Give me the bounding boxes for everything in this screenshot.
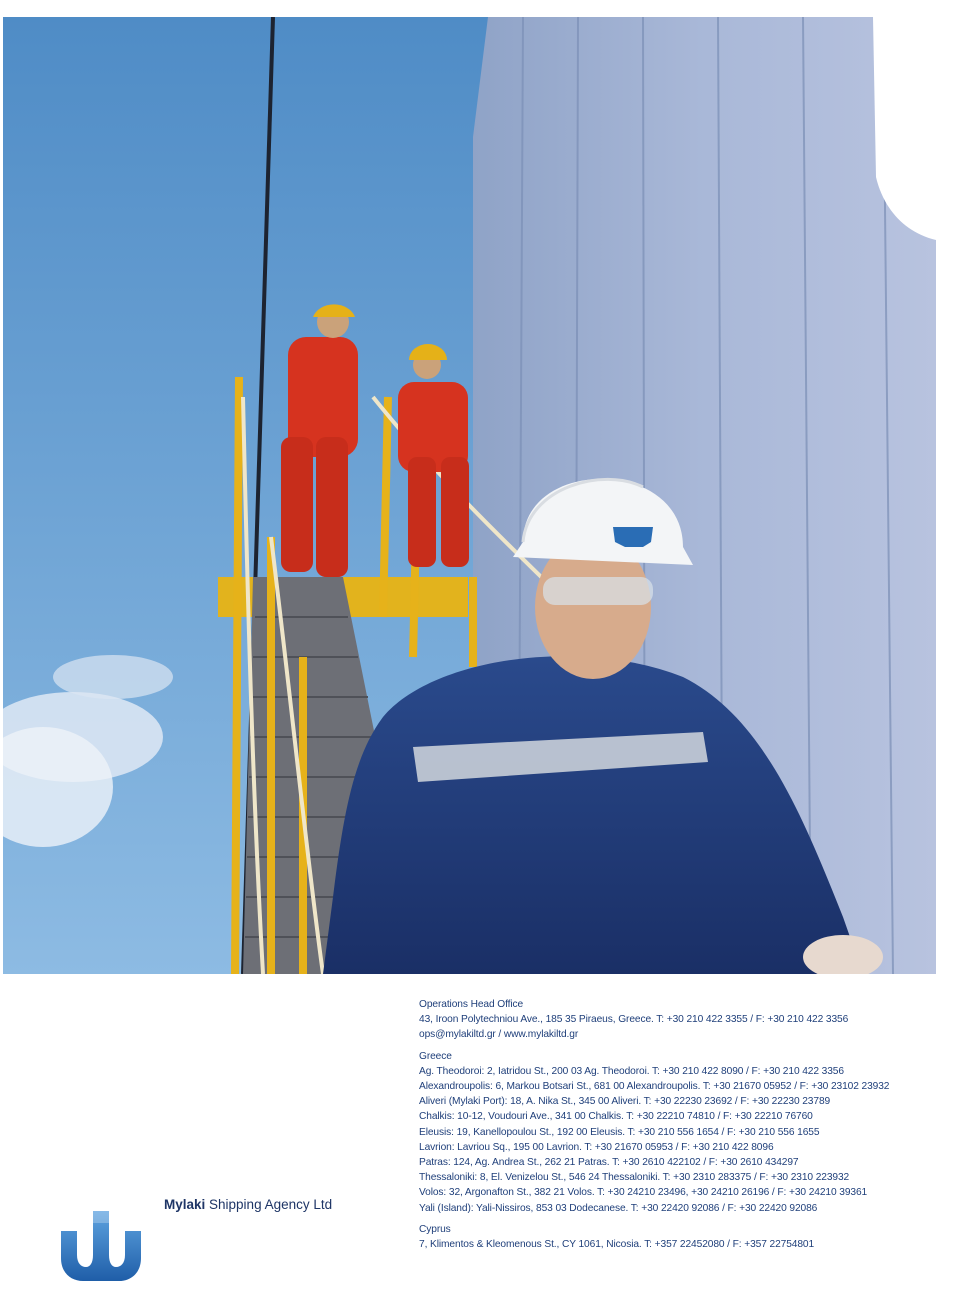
company-name — [164, 1197, 332, 1212]
contact-block — [419, 997, 949, 1252]
cyprus-office-line: 7, Klimentos & Kleomenous St., CY 1061, Nicosia. T: +357 22452080 / F: +357 22754801 — [419, 1239, 815, 1251]
hero-photo — [3, 17, 936, 974]
greece-office-line: Ag. Theodoroi: 2, Iatridou St., 200 03 Ag. Theodoroi. T: +30 210 422 8090 / F: +30 210 422 3356 — [419, 1065, 844, 1077]
greece-office-line: Volos: 32, Argonafton St., 382 21 Volos. T: +30 24210 23496, +30 24210 26196 / F: +30 24210 39361 — [419, 1187, 868, 1199]
greece-office-line: Chalkis: 10-12, Voudouri Ave., 341 00 Chalkis. T: +30 22210 74810 / F: +30 22210 76760 — [419, 1111, 813, 1123]
mylaki-logo-icon — [59, 1203, 143, 1285]
cyprus-heading: Cyprus — [419, 1223, 451, 1235]
greece-office-line: Lavrion: Lavriou Sq., 195 00 Lavrion. T: +30 21670 05953 / F: +30 210 422 8096 — [419, 1141, 774, 1153]
greece-office-line: Yali (Island): Yali-Nissiros, 853 03 Dodecanese. T: +30 22420 92086 / F: +30 22420 92086 — [419, 1202, 818, 1214]
greece-office-line: Patras: 124, Ag. Andrea St., 262 21 Patras. T: +30 2610 422102 / F: +30 2610 434297 — [419, 1157, 799, 1169]
office-address: 43, Iroon Polytechniou Ave., 185 35 Piraeus, Greece. T: +30 210 422 3355 / F: +30 210 422 3356 — [419, 1014, 849, 1026]
greece-office-line: Alexandroupolis: 6, Markou Botsari St., 681 00 Alexandroupolis. T: +30 21670 05952 / F: +30 23102 23932 — [419, 1081, 890, 1093]
greece-office-line: Aliveri (Mylaki Port): 18, A. Nika St., 345 00 Aliveri. T: +30 22230 23692 / F: +30 22230 23789 — [419, 1096, 831, 1108]
office-email-web: ops@mylakiltd.gr / www.mylakiltd.gr — [419, 1029, 579, 1041]
greece-office-line: Eleusis: 19, Kanellopoulou St., 192 00 Eleusis. T: +30 210 556 1654 / F: +30 210 556 1655 — [419, 1126, 820, 1138]
company-name-bold: Mylaki — [164, 1197, 206, 1212]
company-name-rest: Shipping Agency Ltd — [205, 1197, 333, 1212]
greece-heading: Greece — [419, 1050, 452, 1062]
office-heading: Operations Head Office — [419, 999, 524, 1010]
greece-office-line: Thessaloniki: 8, El. Venizelou St., 546 24 Thessaloniki. T: +30 2310 283375 / F: +30 2310 223932 — [419, 1172, 850, 1184]
